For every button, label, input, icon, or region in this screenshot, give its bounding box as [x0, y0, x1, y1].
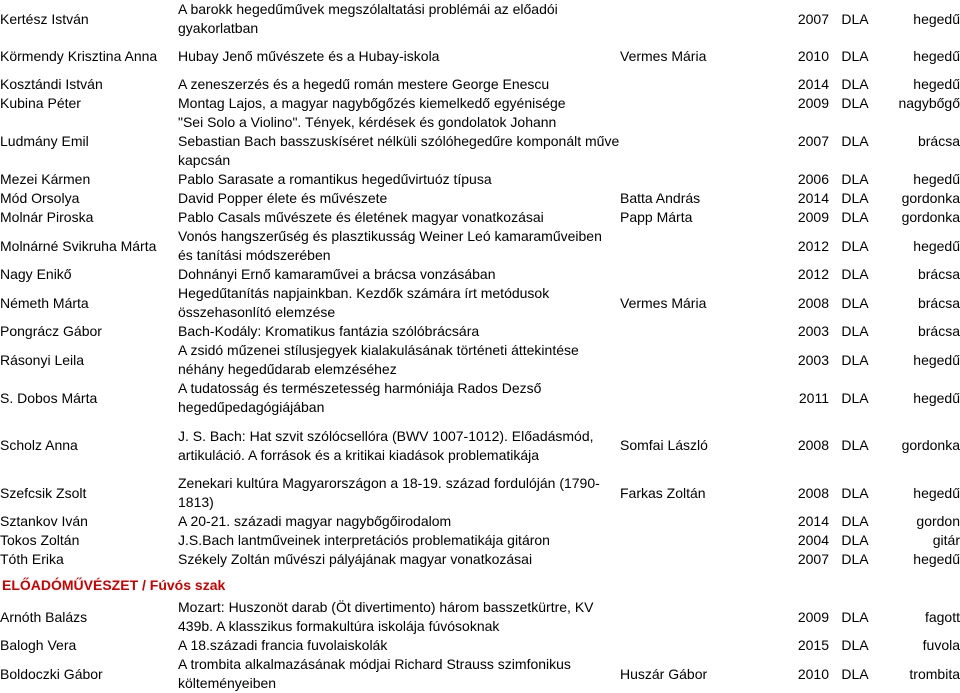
author-name: Tokos Zoltán — [0, 532, 80, 548]
table-row — [0, 531, 960, 550]
year: 2012 — [797, 237, 829, 254]
instrument: gordonka — [901, 190, 960, 206]
degree: DLA — [841, 323, 869, 339]
dissertation-title: Mozart: Huszonöt darab (Öt divertimento) három basszetkürtre, KV 439b. A klasszikus formakultúra iskolája fúvósoknak — [178, 599, 594, 634]
dissertation-title: "Sei Solo a Violino". Tények, kérdések és gondolatok Johann Sebastian Bach basszuskíséret nélküli szólóhegedűre komponált műve kapcsán — [178, 114, 620, 168]
table-row — [0, 94, 960, 113]
dissertation-title: J.S.Bach lantműveinek interpretációs problematikája gitáron — [178, 532, 550, 548]
author-name: Boldoczki Gábor — [0, 665, 103, 682]
author-name: Kubina Péter — [0, 95, 81, 111]
year: 2004 — [797, 532, 829, 548]
year: 2008 — [797, 294, 829, 311]
year: 2008 — [797, 484, 829, 501]
author-name: Kertész István — [0, 10, 89, 27]
dissertation-title: Pablo Sarasate a romantikus hegedűvirtuóz típusa — [178, 171, 492, 187]
table-row — [0, 265, 960, 284]
supervisor-name — [620, 170, 757, 189]
supervisor-name — [620, 94, 757, 113]
instrument: fuvola — [922, 637, 960, 653]
dissertation-title: Hubay Jenő művészete és a Hubay-iskola — [178, 48, 440, 64]
instrument: hegedű — [913, 237, 960, 254]
dissertation-title: Hegedűtanítás napjainkban. Kezdők számára írt metódusok összehasonlító elemzése — [178, 285, 550, 320]
instrument: hegedű — [913, 389, 960, 406]
degree: DLA — [841, 76, 869, 92]
degree: DLA — [841, 389, 869, 406]
degree: DLA — [841, 10, 869, 27]
author-name: Molnár Piroska — [0, 209, 94, 225]
table-row — [0, 75, 960, 94]
author-name: Mezei Kármen — [0, 171, 91, 187]
year: 2009 — [797, 608, 829, 625]
author-name: Szefcsik Zsolt — [0, 484, 87, 501]
table-row — [0, 227, 960, 265]
table-row — [0, 636, 960, 655]
table-row — [0, 550, 960, 569]
supervisor-name — [620, 322, 757, 341]
table-row — [0, 341, 960, 379]
table-row — [0, 208, 960, 227]
author-name: S. Dobos Márta — [0, 389, 98, 406]
supervisor-name — [620, 227, 757, 265]
supervisor-name — [620, 598, 757, 636]
supervisor-name — [620, 265, 757, 284]
author-name: Pongrácz Gábor — [0, 323, 102, 339]
supervisor-name — [620, 0, 757, 38]
instrument: brácsa — [917, 266, 960, 282]
degree: DLA — [841, 484, 869, 501]
table-row — [0, 284, 960, 322]
author-name: Németh Márta — [0, 294, 89, 311]
degree: DLA — [841, 133, 869, 149]
degree: DLA — [841, 294, 869, 311]
degree: DLA — [841, 665, 869, 682]
instrument: hegedű — [913, 171, 960, 187]
year: 2007 — [797, 10, 829, 27]
degree: DLA — [841, 48, 869, 64]
supervisor-name: Somfai László — [620, 437, 708, 453]
dissertation-title: A 20-21. századi magyar nagybőgőirodalom — [178, 513, 452, 529]
degree: DLA — [841, 209, 869, 225]
supervisor-name: Papp Márta — [620, 209, 693, 225]
instrument: hegedű — [913, 48, 960, 64]
table-row — [0, 474, 960, 512]
dissertation-title: Dohnányi Ernő kamaraművei a brácsa vonzásában — [178, 266, 496, 282]
dissertation-title: Vonós hangszerűség és plasztikusság Weiner Leó kamaraműveiben és tanítási módszerében — [178, 228, 602, 263]
author-name: Sztankov Iván — [0, 513, 88, 529]
author-name: Tóth Erika — [0, 551, 64, 567]
instrument: hegedű — [913, 76, 960, 92]
dissertation-title: Pablo Casals művészete és életének magyar vonatkozásai — [178, 209, 544, 225]
table-row — [0, 379, 960, 417]
year: 2006 — [797, 171, 829, 187]
dissertation-title: A trombita alkalmazásának módjai Richard Strauss szimfonikus költeményeiben — [178, 656, 571, 691]
year: 2008 — [797, 437, 829, 453]
year: 2007 — [797, 133, 829, 149]
dissertation-title: A tudatosság és természetesség harmóniája Rados Dezső hegedűpedagógiájában — [178, 380, 542, 415]
supervisor-name: Farkas Zoltán — [620, 484, 706, 501]
supervisor-name: Vermes Mária — [620, 294, 707, 311]
author-name: Molnárné Svikruha Márta — [0, 237, 157, 254]
supervisor-name — [620, 113, 757, 170]
instrument: hegedű — [913, 484, 960, 501]
year: 2012 — [797, 266, 829, 282]
supervisor-name — [620, 512, 757, 531]
author-name: Rásonyi Leila — [0, 351, 85, 368]
instrument: brácsa — [917, 294, 960, 311]
degree: DLA — [841, 95, 869, 111]
year: 2011 — [798, 389, 829, 406]
year: 2003 — [797, 351, 829, 368]
degree: DLA — [841, 266, 869, 282]
author-name: Balogh Vera — [0, 637, 77, 653]
supervisor-name — [620, 550, 757, 569]
table-row — [0, 417, 960, 474]
table-row — [0, 189, 960, 208]
instrument: hegedű — [913, 10, 960, 27]
table-row — [0, 0, 960, 38]
table-row — [0, 113, 960, 170]
table-row — [0, 598, 960, 636]
degree: DLA — [841, 190, 869, 206]
supervisor-name: Vermes Mária — [620, 48, 707, 64]
dissertation-title: David Popper élete és művészete — [178, 190, 388, 206]
degree: DLA — [841, 351, 869, 368]
dissertation-title: Zenekari kultúra Magyarországon a 18-19. század fordulóján (1790-1813) — [178, 475, 600, 510]
year: 2009 — [797, 95, 829, 111]
year: 2014 — [797, 190, 829, 206]
author-name: Körmendy Krisztina Anna — [0, 48, 158, 64]
dissertation-title: J. S. Bach: Hat szvit szólócsellóra (BWV 1007-1012). Előadásmód, artikuláció. A források és a kritikai kiadások problematikája — [178, 427, 594, 463]
author-name: Scholz Anna — [0, 437, 78, 453]
table-row — [0, 512, 960, 531]
author-name: Ludmány Emil — [0, 133, 89, 149]
year: 2014 — [797, 76, 829, 92]
year: 2003 — [797, 323, 829, 339]
instrument: hegedű — [913, 351, 960, 368]
instrument: trombita — [909, 665, 960, 682]
author-name: Mód Orsolya — [0, 190, 80, 206]
instrument: gordonka — [901, 209, 960, 225]
instrument: gitár — [932, 532, 960, 548]
instrument: nagybőgő — [898, 95, 960, 111]
author-name: Kosztándi István — [0, 76, 103, 92]
dissertation-title: Székely Zoltán művészi pályájának magyar vonatkozásai — [178, 551, 533, 567]
author-name: Arnóth Balázs — [0, 608, 88, 625]
table-row — [0, 655, 960, 693]
table-row — [0, 322, 960, 341]
dissertation-table-wind-body — [0, 598, 960, 693]
degree: DLA — [841, 513, 869, 529]
degree: DLA — [841, 237, 869, 254]
year: 2009 — [797, 209, 829, 225]
supervisor-name — [620, 341, 757, 379]
dissertation-title: Montag Lajos, a magyar nagybőgőzés kiemelkedő egyénisége — [178, 95, 566, 111]
year: 2007 — [797, 551, 829, 567]
degree: DLA — [841, 532, 869, 548]
section-heading-wind: ELŐADÓMŰVÉSZET / Fúvós szak — [2, 577, 226, 593]
year: 2014 — [797, 513, 829, 529]
degree: DLA — [841, 608, 869, 625]
dissertation-title: A barokk hegedűművek megszólaltatási problémái az előadói gyakorlatban — [178, 1, 558, 36]
supervisor-name: Batta András — [620, 190, 701, 206]
degree: DLA — [841, 637, 869, 653]
supervisor-name — [620, 75, 757, 94]
instrument: brácsa — [917, 323, 960, 339]
table-row — [0, 170, 960, 189]
degree: DLA — [841, 551, 869, 567]
year: 2010 — [797, 665, 829, 682]
instrument: fagott — [924, 608, 960, 625]
supervisor-name — [620, 531, 757, 550]
instrument: gordonka — [901, 437, 960, 453]
dissertation-title: A zsidó műzenei stílusjegyek kialakulásának történeti áttekintése néhány hegedűdarab elemzéséhez — [178, 342, 579, 377]
dissertation-title: A 18.századi francia fuvolaiskolák — [178, 637, 388, 653]
instrument: brácsa — [917, 133, 960, 149]
year: 2015 — [797, 637, 829, 653]
supervisor-name — [620, 636, 757, 655]
degree: DLA — [841, 437, 869, 453]
year: 2010 — [797, 48, 829, 64]
table-row — [0, 38, 960, 75]
author-name: Nagy Enikő — [0, 266, 72, 282]
supervisor-name: Huszár Gábor — [620, 665, 708, 682]
instrument: hegedű — [913, 551, 960, 567]
instrument: gordon — [916, 513, 960, 529]
dissertation-table-wind — [0, 598, 960, 693]
degree: DLA — [841, 171, 869, 187]
supervisor-name — [620, 379, 757, 417]
dissertation-title: Bach-Kodály: Kromatikus fantázia szólóbrácsára — [178, 323, 480, 339]
dissertation-title: A zeneszerzés és a hegedű román mestere George Enescu — [178, 76, 550, 92]
